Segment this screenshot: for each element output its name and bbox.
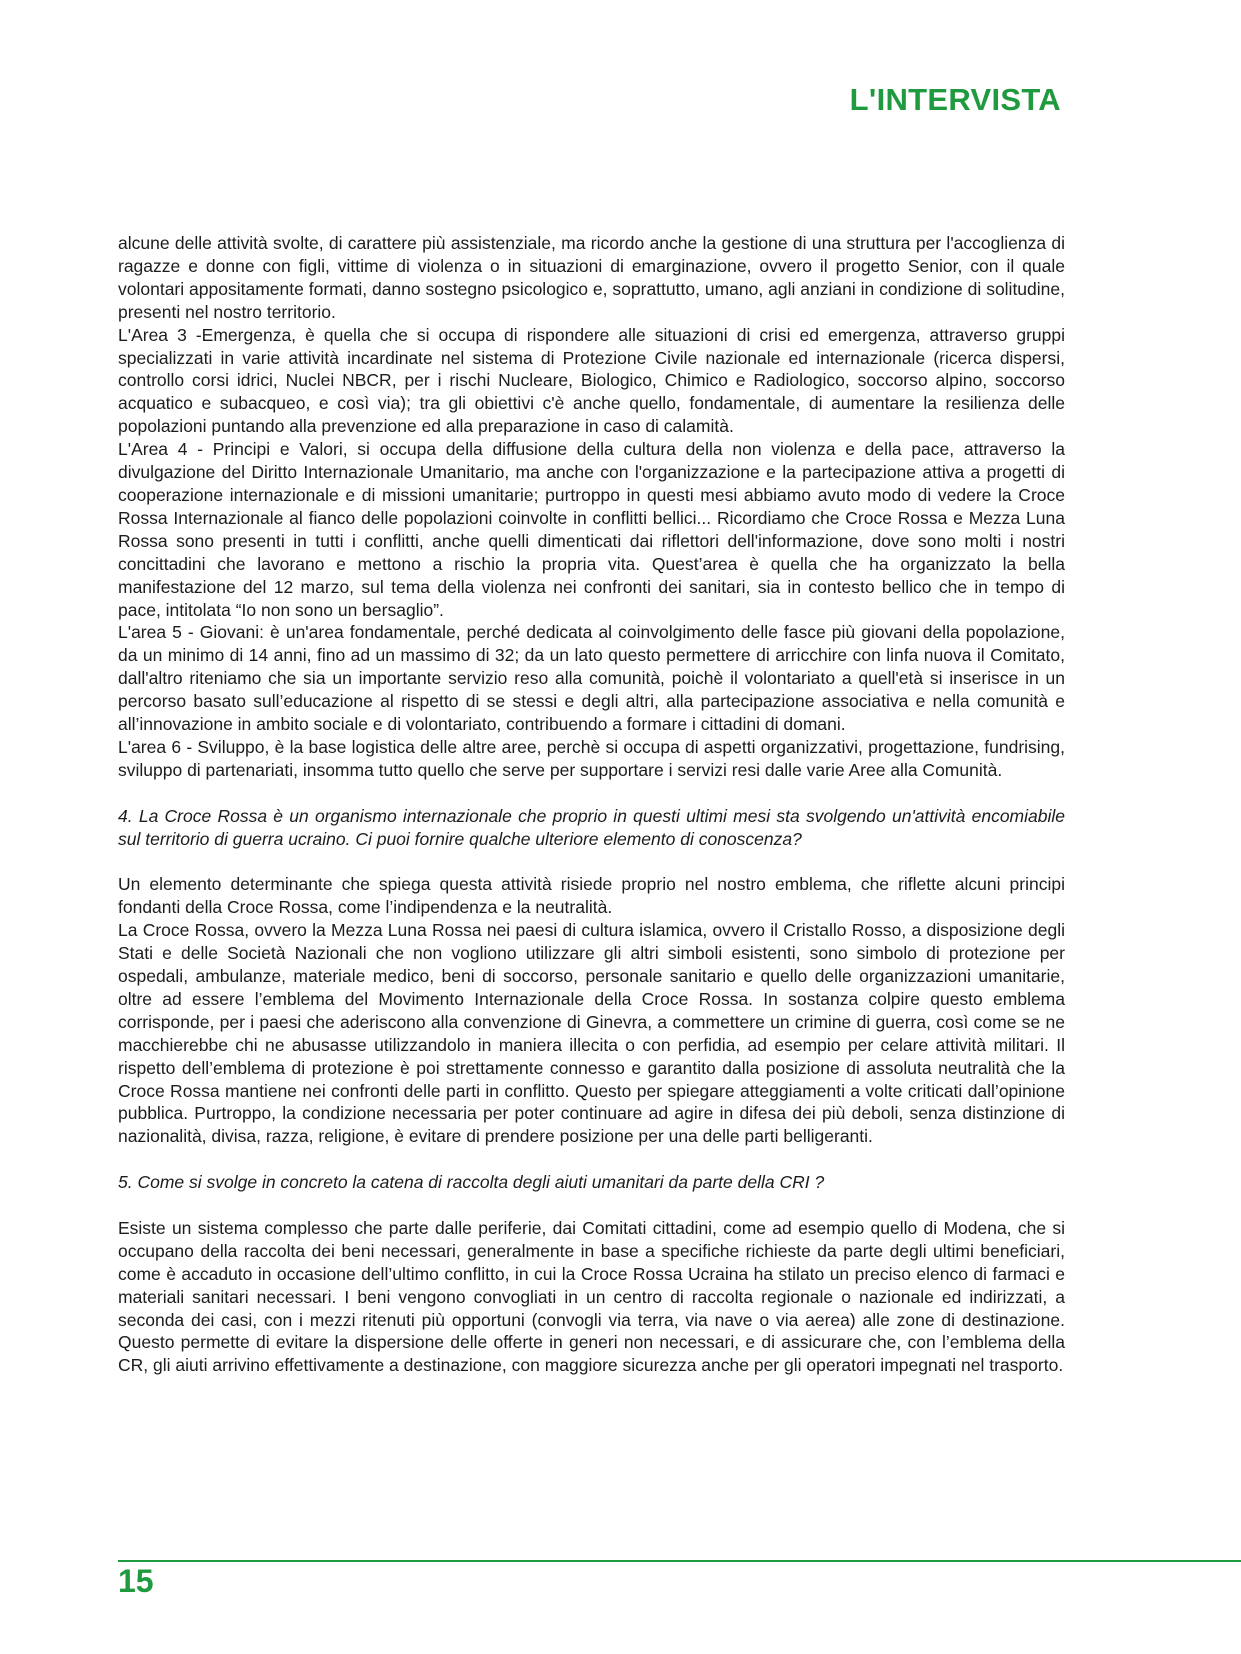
paragraph: Esiste un sistema complesso che parte dalle periferie, dai Comitati cittadini, come ad esempio quello di Modena, che si occupano della raccolta dei beni necessari, generalmente in base a specifiche richieste da parte degli ultimi beneficiari, come è accaduto in occasione dell’ultimo conflitto, in cui la Croce Rossa Ucraina ha stilato un preciso elenco di farmaci e materiali sanitari necessari. I beni vengono convogliati in un centro di raccolta regionale o nazionale ed indirizzati, a seconda dei casi, con i mezzi ritenuti più opportuni (convogli via terra, via nave o via aerea) alle zone di destinazione. Questo permette di evitare la dispersione delle offerte in generi non necessari, e di assicurare che, con l’emblema della CR, gli aiuti arrivino effettivamente a destinazione, con maggiore sicurezza anche per gli operatori impegnati nel trasporto. [118,1217,1065,1376]
paragraph: L'area 5 - Giovani: è un'area fondamentale, perché dedicata al coinvolgimento delle fasce più giovani della popolazione, da un minimo di 14 anni, fino ad un massimo di 32; da un lato questo permettere di arricchire con linfa nuova il Comitato, dall'altro riteniamo che sia un importante servizio reso alla comunità, poichè il volontariato a quell'età si inserisce in un percorso basato sull’educazione al rispetto di se stessi e degli altri, alla partecipazione associativa e nella comunità e all’innovazione in ambito sociale e di volontariato, contribuendo a formare i cittadini di domani. [118,622,1065,735]
article-body [118,232,1065,1377]
footer-divider [118,1560,1241,1562]
paragraph: La Croce Rossa, ovvero la Mezza Luna Rossa nei paesi di cultura islamica, ovvero il Cristallo Rosso, a disposizione degli Stati e delle Società Nazionali che non vogliono utilizzare gli altri simboli esistenti, sono simbolo di protezione per ospedali, ambulanze, materiale medico, beni di soccorso, personale sanitario e quello delle organizzazioni umanitarie, oltre ad essere l’emblema del Movimento Internazionale della Croce Rossa. In sostanza colpire questo emblema corrisponde, per i paesi che aderiscono alla convenzione di Ginevra, a commettere un crimine di guerra, così come se ne macchierebbe chi ne abusasse utilizzandolo in maniera illecita o con perfidia, ad esempio per celare attività militari. Il rispetto dell’emblema di protezione è poi strettamente connesso e garantito dalla posizione di assoluta neutralità che la Croce Rossa mantiene nei confronti delle parti in conflitto. Questo per spiegare atteggiamenti a volte criticati dall’opinione pubblica. Purtroppo, la condizione necessaria per poter continuare ad agire in difesa dei più deboli, senza distinzione di nazionalità, divisa, razza, religione, è evitare di prendere posizione per una delle parti belligeranti. [118,920,1065,1147]
section-title: L'INTERVISTA [849,82,1061,117]
paragraph: L'area 6 - Sviluppo, è la base logistica delle altre aree, perchè si occupa di aspetti organizzativi, progettazione, fundrising, sviluppo di partenariati, insomma tutto quello che serve per supportare i servizi resi dalle varie Aree alla Comunità. [118,736,1065,780]
page-number: 15 [118,1563,154,1599]
interview-question: 5. Come si svolge in concreto la catena di raccolta degli aiuti umanitari da parte della CRI ? [118,1172,825,1193]
paragraph: L'Area 4 - Principi e Valori, si occupa della diffusione della cultura della non violenza e della pace, attraverso la divulgazione del Diritto Internazionale Umanitario, ma anche con l'organizzazione e la partecipazione attiva a progetti di cooperazione internazionale e di missioni umanitarie; purtroppo in questi mesi abbiamo avuto modo di vedere la Croce Rossa Internazionale al fianco delle popolazioni coinvolte in conflitti bellici... Ricordiamo che Croce Rossa e Mezza Luna Rossa sono presenti in tutti i conflitti, anche quelli dimenticati dai riflettori dell'informazione, dove sono molti i nostri concittadini che lavorano e mettono a rischio la propria vita. Quest’area è quella che ha organizzato la bella manifestazione del 12 marzo, sul tema della violenza nei confronti dei sanitari, sia in contesto bellico che in tempo di pace, intitolata “Io non sono un bersaglio”. [118,439,1065,620]
paragraph: L'Area 3 -Emergenza, è quella che si occupa di rispondere alle situazioni di crisi ed emergenza, attraverso gruppi specializzati in varie attività incardinate nel sistema di Protezione Civile nazionale ed internazionale (ricerca dispersi, controllo corsi idrici, Nuclei NBCR, per i rischi Nucleare, Biologico, Chimico e Radiologico, soccorso alpino, soccorso acquatico e subacqueo, e così via); tra gli obiettivi c'è anche quello, fondamentale, di aumentare la resilienza delle popolazioni puntando alla prevenzione ed alla preparazione in caso di calamità. [118,324,1065,437]
paragraph: Un elemento determinante che spiega questa attività risiede proprio nel nostro emblema, che riflette alcuni principi fondanti della Croce Rossa, come l’indipendenza e la neutralità. [118,874,1065,918]
interview-question: 4. La Croce Rossa è un organismo internazionale che proprio in questi ultimi mesi sta svolgendo un'attività encomiabile sul territorio di guerra ucraino. Ci puoi fornire qualche ulteriore elemento di conoscenza? [118,805,1065,849]
paragraph: alcune delle attività svolte, di carattere più assistenziale, ma ricordo anche la gestione di una struttura per l'accoglienza di ragazze e donne con figli, vittime di violenza o in situazioni di emarginazione, ovvero il progetto Senior, con il quale volontari appositamente formati, danno sostegno psicologico e, soprattutto, umano, agli anziani in condizione di solitudine, presenti nel nostro territorio. [118,233,1065,322]
